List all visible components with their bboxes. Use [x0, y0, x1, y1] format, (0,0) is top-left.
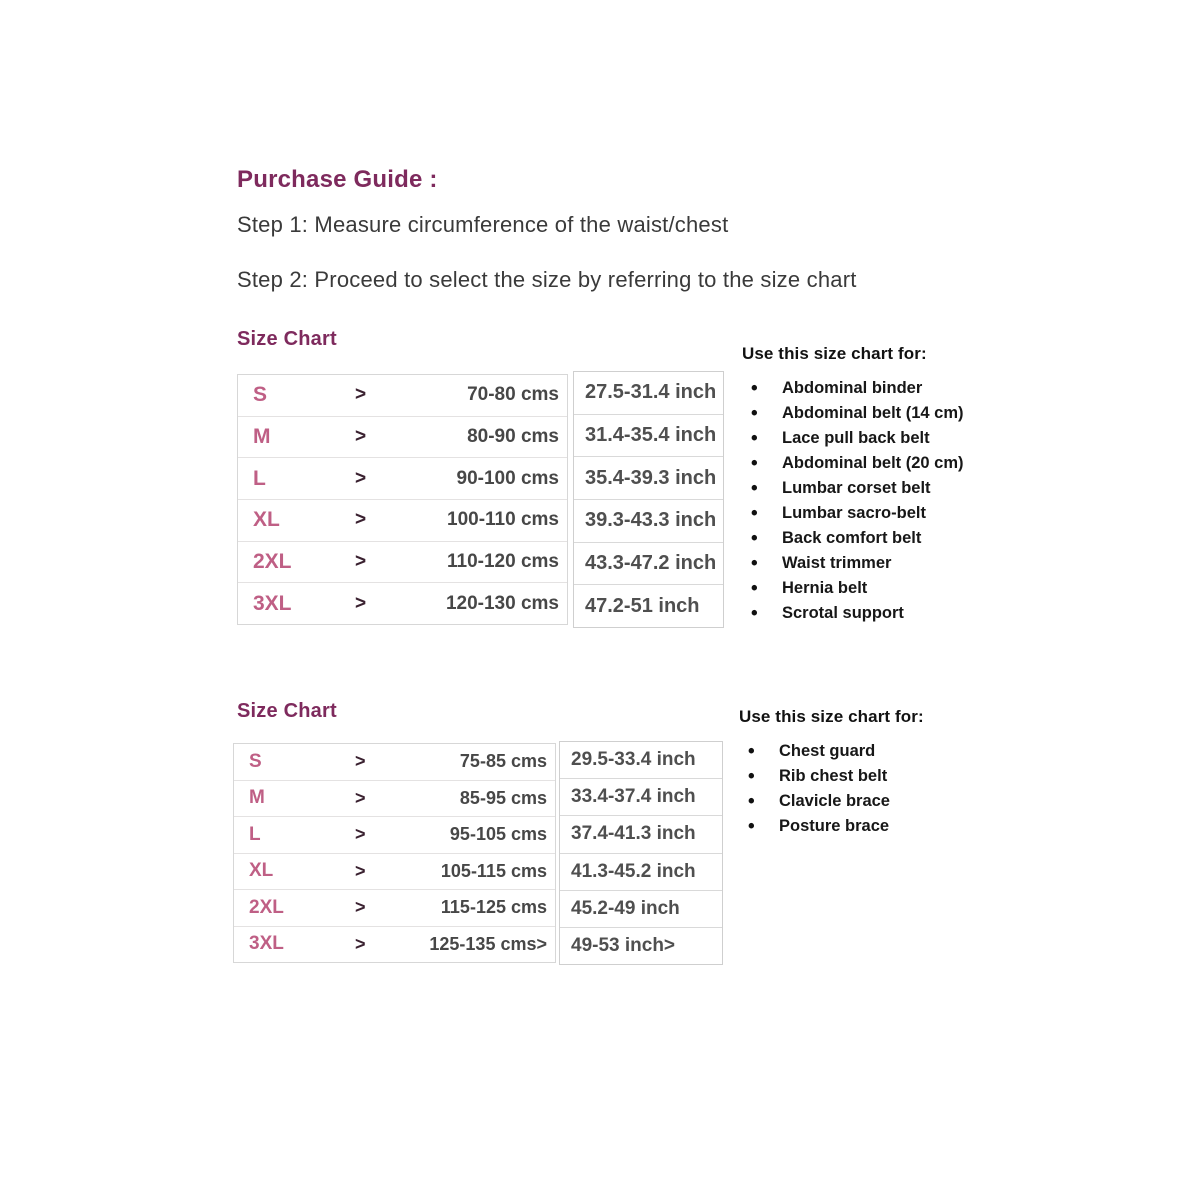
cms-value: 75-85 cms — [459, 751, 547, 772]
inch-value: 45.2-49 inch — [560, 891, 722, 928]
list-item-label: Lace pull back belt — [782, 429, 930, 447]
cms-value: 85-95 cms — [459, 787, 547, 808]
list-item — [742, 551, 1027, 576]
cms-value: 105-115 cms — [440, 860, 547, 881]
list-item-label: Abdominal binder — [782, 379, 923, 397]
inch-value: 31.4-35.4 inch — [574, 415, 723, 458]
list-item — [742, 451, 1027, 476]
table-row — [238, 375, 567, 417]
list-item-label: Posture brace — [779, 817, 890, 835]
table-row — [234, 817, 555, 854]
size-table-1-inch-column — [573, 371, 724, 628]
table-row — [238, 583, 567, 624]
size-table-2 — [233, 743, 723, 963]
step-2-text: Step 2: Proceed to select the size by referring to the size chart — [237, 267, 857, 292]
list-item — [739, 739, 1024, 764]
size-chart-heading-1: Size Chart — [237, 328, 337, 350]
chevron-right-icon: > — [355, 384, 367, 406]
inch-value: 41.3-45.2 inch — [560, 854, 722, 891]
size-label: XL — [253, 508, 280, 532]
list-item-label: Rib chest belt — [779, 767, 888, 785]
cms-value: 115-125 cms — [440, 897, 547, 918]
list-item — [742, 576, 1027, 601]
list-item-label: Back comfort belt — [782, 529, 922, 547]
step-1-text: Step 1: Measure circumference of the waist/chest — [237, 212, 729, 237]
bullet-icon — [751, 526, 758, 552]
list-item-label: Lumbar corset belt — [782, 479, 931, 497]
inch-value: 29.5-33.4 inch — [560, 742, 722, 779]
list-item-label: Scrotal support — [782, 604, 904, 622]
size-label: M — [249, 787, 265, 809]
list-item — [742, 476, 1027, 501]
list-item — [742, 401, 1027, 426]
chevron-right-icon: > — [355, 933, 366, 954]
inch-value: 47.2-51 inch — [585, 594, 700, 617]
bullet-icon — [748, 764, 755, 790]
list-item-label: Chest guard — [779, 742, 876, 760]
chevron-right-icon: > — [355, 467, 367, 489]
bullet-icon — [748, 789, 755, 815]
size-label: XL — [249, 860, 274, 882]
bullet-icon — [751, 551, 758, 577]
use-for-panel-1 — [742, 344, 1027, 626]
cms-value: 70-80 cms — [467, 384, 559, 406]
bullet-icon — [751, 376, 758, 402]
cms-value: 80-90 cms — [467, 426, 559, 447]
chevron-right-icon: > — [355, 860, 366, 881]
list-item-label: Waist trimmer — [782, 554, 892, 572]
size-label: 3XL — [249, 933, 284, 955]
use-for-title: Use this size chart for: — [742, 344, 927, 363]
inch-value: 49-53 inch> — [571, 934, 676, 956]
list-item-label: Abdominal belt (14 cm) — [782, 404, 964, 422]
inch-value: 39.3-43.3 inch — [574, 500, 723, 543]
bullet-icon — [751, 576, 758, 602]
size-label: 2XL — [249, 896, 284, 918]
list-item — [742, 376, 1027, 401]
table-row — [234, 890, 555, 927]
cms-value: 95-105 cms — [449, 824, 547, 845]
size-label: S — [253, 383, 268, 407]
table-row — [238, 417, 567, 459]
table-row — [234, 927, 555, 963]
list-item — [742, 426, 1027, 451]
bullet-icon — [751, 601, 758, 627]
inch-value: 35.4-39.3 inch — [574, 457, 723, 500]
size-label: S — [249, 750, 262, 772]
list-item — [739, 764, 1024, 789]
page-title: Purchase Guide : — [237, 166, 438, 193]
size-label: 3XL — [253, 591, 292, 615]
cms-value: 100-110 cms — [447, 509, 559, 531]
list-item — [742, 526, 1027, 551]
list-item — [739, 789, 1024, 814]
bullet-icon — [751, 401, 758, 427]
bullet-icon — [751, 426, 758, 452]
cms-value: 90-100 cms — [456, 467, 559, 489]
size-label: L — [253, 466, 266, 490]
inch-value: 37.4-41.3 inch — [560, 816, 722, 853]
chevron-right-icon: > — [355, 787, 366, 808]
inch-value: 27.5-31.4 inch — [574, 372, 723, 415]
list-item-label: Lumbar sacro-belt — [782, 504, 926, 522]
chevron-right-icon: > — [355, 824, 366, 845]
bullet-icon — [748, 814, 755, 840]
cms-value: 110-120 cms — [447, 551, 559, 573]
list-item — [739, 814, 1024, 839]
size-table-1-left — [237, 374, 568, 625]
table-row — [234, 781, 555, 818]
chevron-right-icon: > — [355, 509, 367, 531]
chevron-right-icon: > — [355, 426, 367, 447]
size-table-1 — [237, 374, 724, 625]
size-label: 2XL — [253, 550, 292, 574]
chevron-right-icon: > — [355, 592, 367, 614]
list-item-label: Hernia belt — [782, 579, 868, 597]
chevron-right-icon: > — [355, 897, 366, 918]
bullet-icon — [751, 501, 758, 527]
chevron-right-icon: > — [355, 751, 366, 772]
cms-value: 125-135 cms> — [429, 933, 547, 954]
table-row — [234, 854, 555, 891]
inch-value: 33.4-37.4 inch — [560, 779, 722, 816]
list-item — [742, 501, 1027, 526]
table-row — [234, 744, 555, 781]
size-table-2-left — [233, 743, 556, 963]
list-item-label: Clavicle brace — [779, 792, 890, 810]
use-for-title: Use this size chart for: — [739, 707, 924, 726]
inch-value: 43.3-47.2 inch — [574, 543, 723, 586]
chevron-right-icon: > — [355, 551, 367, 573]
bullet-icon — [751, 451, 758, 477]
use-for-list — [739, 739, 1024, 839]
size-label: M — [253, 425, 271, 448]
table-row — [238, 500, 567, 542]
bullet-icon — [751, 476, 758, 502]
size-chart-heading-2: Size Chart — [237, 700, 337, 722]
use-for-list — [742, 376, 1027, 626]
size-label: L — [249, 823, 261, 845]
list-item-label: Abdominal belt (20 cm) — [782, 454, 964, 472]
list-item — [742, 601, 1027, 626]
bullet-icon — [748, 739, 755, 765]
table-row — [238, 458, 567, 500]
use-for-panel-2 — [739, 707, 1024, 839]
table-row — [238, 542, 567, 584]
size-table-2-inch-column — [559, 741, 723, 965]
cms-value: 120-130 cms — [445, 592, 559, 614]
